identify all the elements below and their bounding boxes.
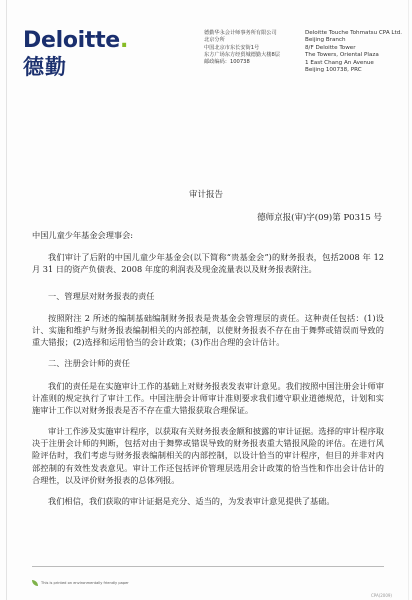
section2-paragraph-2 bbox=[32, 425, 384, 486]
address-en-line: The Towers, Oriental Plaza bbox=[305, 52, 379, 59]
address-chinese bbox=[204, 30, 280, 66]
footer-divider bbox=[32, 566, 384, 567]
address-cn-line: 邮政编码：100738 bbox=[204, 59, 250, 66]
address-cn-line: 北京分所 bbox=[204, 37, 225, 44]
section-heading: 二、注册会计师的责任 bbox=[48, 358, 130, 368]
deloitte-logo bbox=[23, 30, 128, 79]
section-heading: 一、管理层对财务报表的责任 bbox=[48, 291, 155, 301]
section2-paragraph-3 bbox=[32, 495, 384, 507]
address-en-line: Beijing Branch bbox=[305, 37, 346, 44]
document-id: CPA(2009) bbox=[371, 593, 392, 598]
report-title: 审计报告 bbox=[188, 190, 223, 200]
address-en-line: 1 East Chang An Avenue bbox=[305, 59, 374, 66]
paragraph-text: 我们的责任是在实施审计工作的基础上对财务报表发表审计意见。我们按照中国注册会计师审计准则的规定执行了审计工作。中国注册会计师审计准则要求我们遵守职业道德规范，计划和实施审计工作以对财务报表是否不存在重大错报获取合理保证。 bbox=[32, 381, 384, 416]
section1-heading bbox=[32, 290, 384, 302]
logo-wordmark: Deloitte. bbox=[23, 28, 128, 53]
addressee: 中国儿童少年基金会理事会: bbox=[32, 230, 134, 240]
address-cn-line: 德勤华永会计师事务所有限公司 bbox=[204, 30, 277, 36]
section1-paragraph bbox=[32, 312, 384, 349]
footer-note-text: This is printed on environmentally friendly paper bbox=[41, 581, 129, 585]
paragraph-text: 按照附注 2 所述的编制基础编制财务报表是贵基金会管理层的责任。这种责任包括：(1)设计、实施和维护与财务报表编制相关的内部控制，以使财务报表不存在由于舞弊或错误而导致的重大错报；(2)选择和运用恰当的会计政策；(3)作出合理的会计估计。 bbox=[32, 313, 384, 348]
logo-chinese: 德勤 bbox=[23, 55, 67, 79]
section2-paragraph-1 bbox=[32, 380, 384, 417]
scan-edge-right bbox=[408, 0, 409, 600]
paragraph-text: 审计工作涉及实施审计程序，以获取有关财务报表金额和披露的审计证据。选择的审计程序取决于注册会计师的判断，包括对由于舞弊或错误导致的财务报表重大错报风险的评估。在进行风险评估时，我们考虑与财务报表编制相关的内部控制，以设计恰当的审计程序，但目的并非对内部控制的有效性发表意见。审计工作还包括评价管理层选用会计政策的恰当性和作出会计估计的合理性，以及评价财务报表的总体列报。 bbox=[32, 426, 384, 485]
intro-text: 我们审计了后附的中国儿童少年基金会(以下简称“贵基金会”)的财务报表，包括2008 年 12 月 31 日的资产负债表、2008 年度的利润表及现金流量表以及财务报表附注。 bbox=[32, 252, 384, 275]
address-cn-line: 东方广场东方经贸城德勤大楼8层 bbox=[204, 51, 280, 58]
address-english bbox=[305, 30, 402, 74]
section2-heading bbox=[32, 357, 384, 369]
footer-note bbox=[32, 580, 129, 586]
address-en-line: Beijing 100738, PRC bbox=[305, 67, 362, 74]
address-en-line: Deloitte Touche Tohmatsu CPA Ltd. bbox=[305, 30, 403, 36]
address-en-line: 8/F Deloitte Tower bbox=[305, 44, 356, 51]
scan-edge-left bbox=[6, 0, 7, 600]
intro-paragraph bbox=[32, 251, 384, 275]
paragraph-text: 我们相信，我们获取的审计证据是充分、适当的，为发表审计意见提供了基础。 bbox=[48, 496, 335, 506]
address-cn-line: 中国北京市东长安街1号 bbox=[204, 44, 260, 51]
leaf-icon bbox=[32, 580, 38, 586]
report-reference-number: 德师京报(审)字(09)第 P0315 号 bbox=[257, 213, 382, 223]
